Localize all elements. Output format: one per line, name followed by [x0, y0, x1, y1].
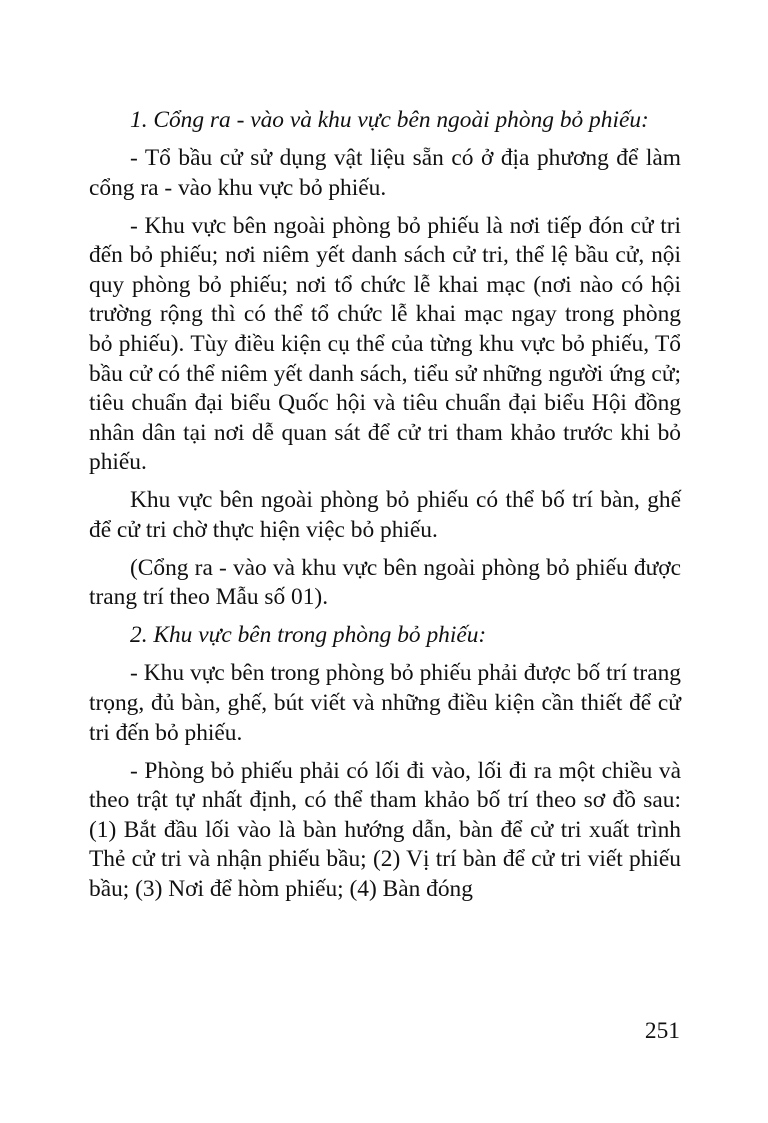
paragraph-decoration-note: (Cổng ra - vào và khu vực bên ngoài phòng bỏ phiếu được trang trí theo Mẫu số 01).	[89, 554, 681, 611]
page-body	[89, 106, 681, 913]
paragraph-inside-area: - Khu vực bên trong phòng bỏ phiếu phải được bố trí trang trọng, đủ bàn, ghế, bút viết và những điều kiện cần thiết để cử tri đến bỏ phiếu.	[89, 660, 681, 746]
paragraph-room-layout: - Phòng bỏ phiếu phải có lối đi vào, lối đi ra một chiều và theo trật tự nhất định, có thể tham khảo bố trí theo sơ đồ sau: (1) Bắt đầu lối vào là bàn hướng dẫn, bàn để cử tri xuất trình Thẻ cử tri và nhận phiếu bầu; (2) Vị trí bàn để cử tri viết phiếu bầu; (3) Nơi để hòm phiếu; (4) Bàn đóng	[89, 757, 681, 902]
section-heading-1: 1. Cổng ra - vào và khu vực bên ngoài phòng bỏ phiếu:	[130, 107, 649, 133]
paragraph-gate-materials: - Tổ bầu cử sử dụng vật liệu sẵn có ở địa phương để làm cổng ra - vào khu vực bỏ phiếu.	[89, 144, 681, 201]
page-number: 251	[644, 1018, 680, 1044]
section-heading-2: 2. Khu vực bên trong phòng bỏ phiếu:	[130, 622, 487, 649]
paragraph-outside-area: - Khu vực bên ngoài phòng bỏ phiếu là nơi tiếp đón cử tri đến bỏ phiếu; nơi niêm yết danh sách cử tri, thể lệ bầu cử, nội quy phòng bỏ phiếu; nơi tổ chức lễ khai mạc (nơi nào có hội trường rộng thì có thể tổ chức lễ khai mạc ngay trong phòng bỏ phiếu). Tùy điều kiện cụ thể của từng khu vực bỏ phiếu, Tổ bầu cử có thể niêm yết danh sách, tiểu sử những người ứng cử; tiêu chuẩn đại biểu Quốc hội và tiêu chuẩn đại biểu Hội đồng nhân dân tại nơi dễ quan sát để cử tri tham khảo trước khi bỏ phiếu.	[89, 212, 681, 476]
paragraph-waiting-seats: Khu vực bên ngoài phòng bỏ phiếu có thể bố trí bàn, ghế để cử tri chờ thực hiện việc bỏ phiếu.	[89, 487, 681, 543]
